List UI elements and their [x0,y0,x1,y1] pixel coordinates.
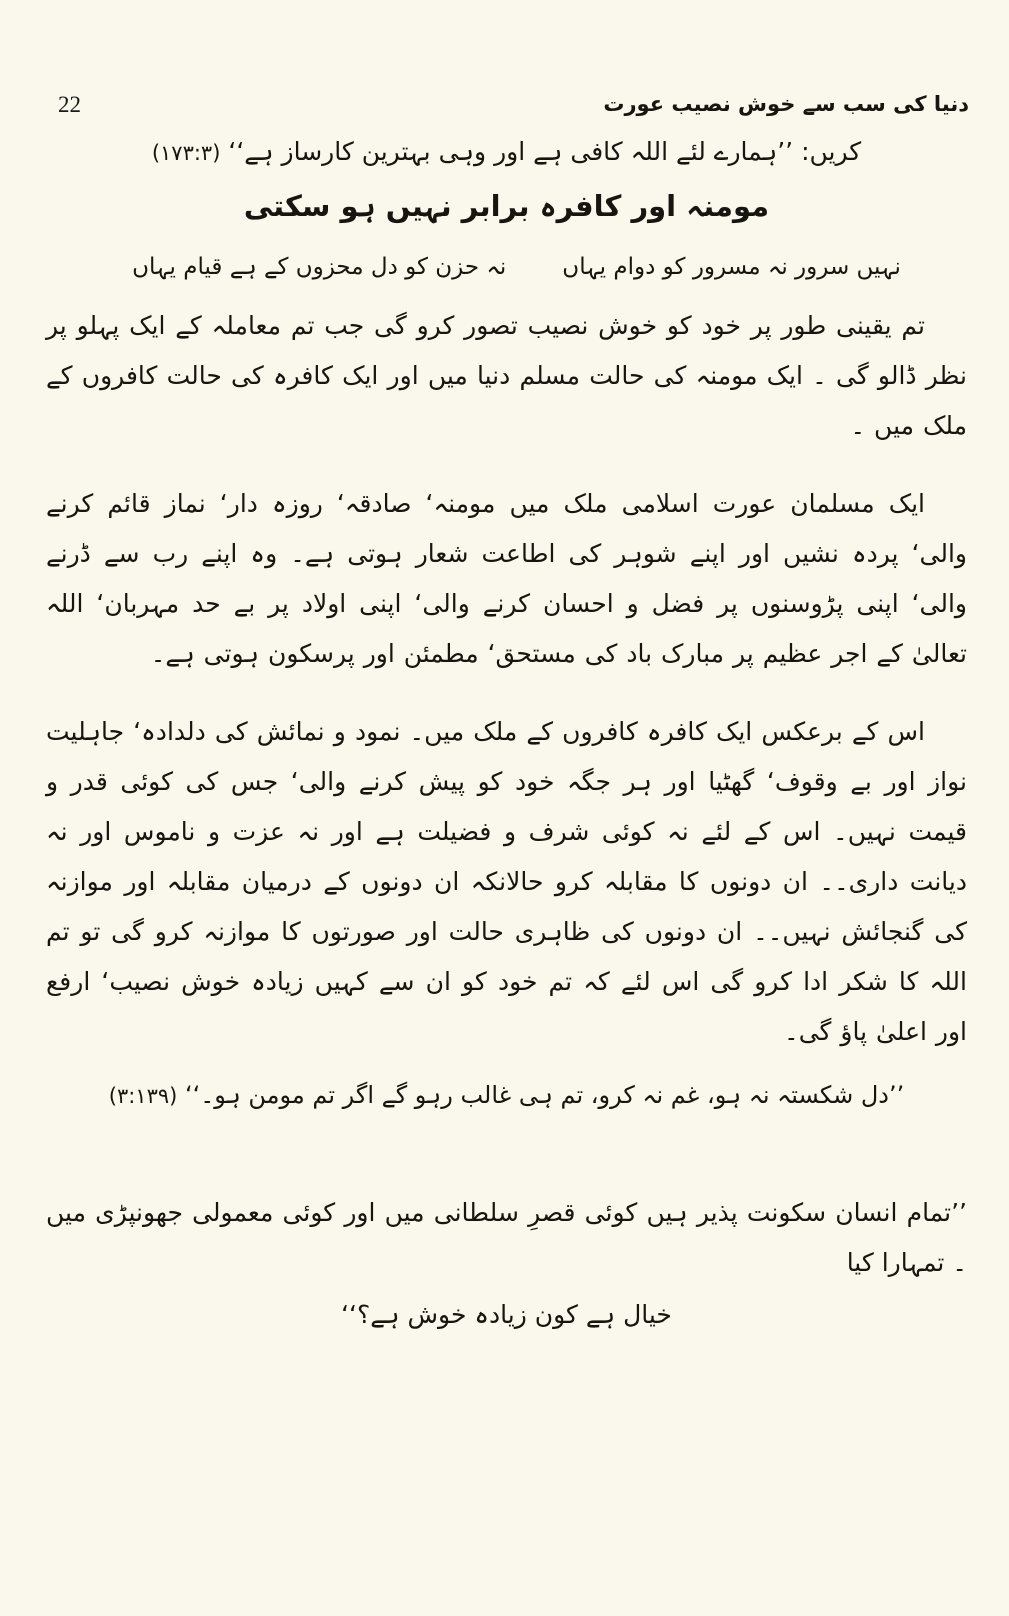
body-paragraph-1: تم یقینی طور پر خود کو خوش نصیب تصور کرو گی جب تم معاملہ کے ایک پہلو پر نظر ڈالو گی ۔ ایک مومنہ کی حالت مسلم دنیا میں اور ایک کافرہ کی حالت کافروں کے ملک میں ۔ [46,310,967,440]
running-head [0,84,1009,124]
paragraph-spacer [46,685,967,707]
couplet-hemistich-second: نہ حزن کو دل محزوں کے ہے قیام یہاں [132,254,507,281]
quotation-reference: (۳:۱۳۹) [108,1083,178,1108]
carryover-text: کریں: ’’ہمارے لئے اللہ کافی ہے اور وہی بہترین کارساز ہے‘‘ [228,137,862,166]
quotation-text: ’’دل شکستہ نہ ہو، غم نہ کرو، تم ہی غالب رہو گے اگر تم مومن ہو۔‘‘ [184,1080,905,1109]
section-heading: مومنہ اور کافرہ برابر نہیں ہو سکتی [243,188,770,223]
carryover-line [46,128,967,177]
couplet [46,247,967,288]
section-spacer [46,1118,967,1188]
pull-quote-text: ’’تمام انسان سکونت پذیر ہیں کوئی قصرِ سلطانی میں اور کوئی معمولی جھونپڑی میں ۔ تمہارا کیا [46,1198,967,1278]
quranic-quotation [46,1073,967,1119]
body-paragraph-2: ایک مسلمان عورت اسلامی ملک میں مومنہ‘ صادقہ‘ روزہ دار‘ نماز قائم کرنے والی‘ پردہ نشیں اور اپنے شوہر کی اطاعت شعار ہوتی ہے۔ وہ اپنے رب سے ڈرنے والی‘ اپنی پڑوسنوں پر فضل و احسان کرنے والی‘ اپنی اولاد پر بے حد مہربان‘ اللہ تعالیٰ کے اجر عظیم پر مبارک باد کی مستحق‘ مطمئن اور پرسکون ہوتی ہے۔ [46,488,967,668]
paragraph-spacer [46,457,967,479]
page-content [46,128,967,1340]
couplet-hemistich-first: نہیں سرور نہ مسرور کو دوام یہاں [562,254,901,281]
running-head-book-title: دنیا کی سب سے خوش نصیب عورت [603,91,969,116]
body-paragraph-3: اس کے برعکس ایک کافرہ کافروں کے ملک میں۔ نمود و نمائش کی دلدادہ‘ جاہلیت نواز اور بے وقوف‘ گھٹیا اور ہر جگہ خود کو پیش کرنے والی‘ جس کی کوئی قدر و قیمت نہیں۔ اس کے لئے نہ کوئی شرف و فضیلت ہے اور نہ عزت و ناموس اور نہ دیانت داری۔۔ ان دونوں کا مقابلہ کرو حالانکہ ان دونوں کے درمیان مقابلہ اور موازنہ کی گنجائش نہیں۔۔ ان دونوں کی ظاہری حالت اور صورتوں کا موازنہ کرو گی تو تم اللہ کا شکر ادا کرو گی اس لئے کہ تم خود کو ان سے کہیں زیادہ خوش نصیب‘ ارفع اور اعلیٰ پاؤ گی۔ [46,716,967,1046]
carryover-reference: (۱۷۳:۳) [151,141,221,165]
pull-quote-tail: خیال ہے کون زیادہ خوش ہے؟‘‘ [341,1300,672,1330]
page-number: 22 [58,91,81,117]
pull-quote [46,1188,967,1340]
